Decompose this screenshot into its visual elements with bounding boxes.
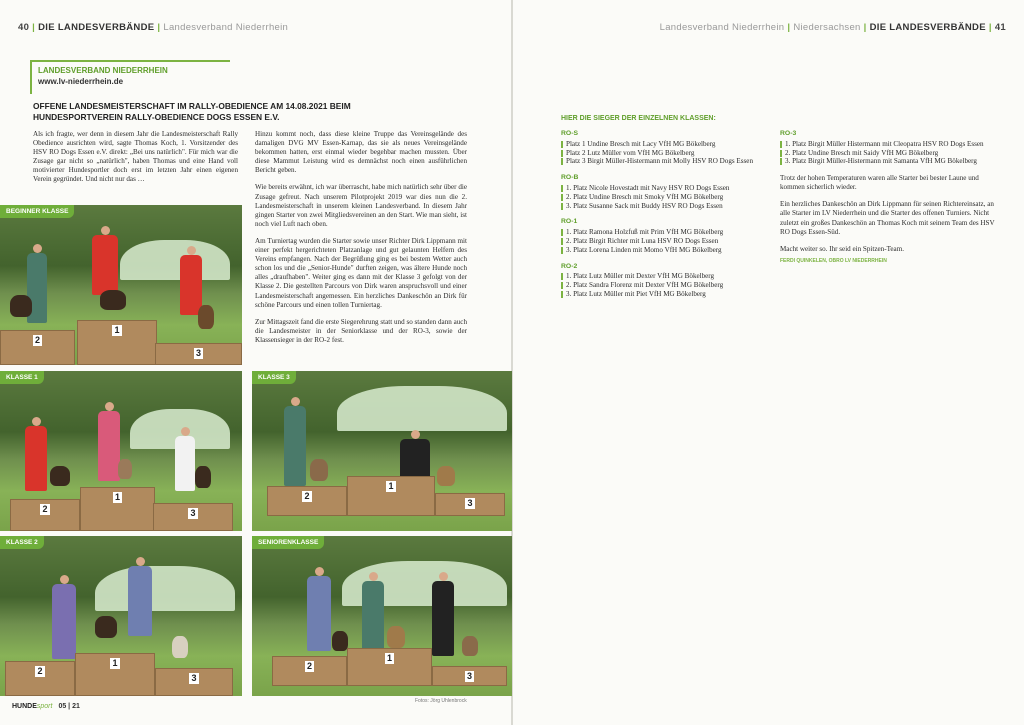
winner-class-block [780,130,1000,166]
podium-1 [75,653,155,696]
podium-3 [155,343,242,365]
photo-tag: KLASSE 2 [0,536,44,549]
person [52,584,76,659]
winner-entry: 3. Platz Lorena Linden mit Momo VfH MG Bökelberg [561,246,776,255]
photo-klasse-1 [0,371,242,531]
running-head-item: Niedersachsen [793,22,861,33]
person [362,581,384,651]
podium-label: 1 [114,325,120,335]
winner-entry: Platz 2 Lutz Müller vom VfH MG Bökelberg [561,149,776,158]
photo-klasse-2 [0,536,242,696]
podium-2 [272,656,347,686]
podium-1 [80,487,155,531]
page-number: 41 [994,22,1006,33]
podium-label: 3 [191,673,197,683]
winner-class-name: RO-3 [780,130,797,137]
podium-label: 3 [467,498,473,508]
photo-tag: KLASSE 1 [0,371,44,384]
winner-class-block [561,263,776,299]
winner-class-block [561,174,776,210]
tent [95,566,235,611]
footer-brand: HUNDE [12,703,37,710]
paragraph: Am Turniertag wurden die Starter sowie unser Richter Dirk Lippmann mit einer perfekt hergerichteten Platzanlage und gut gelaunten Helfern des Vereins empfangen. Nach der Begrüßung ging es bei bestem Wetter auch schon los und die „Senior-Hunde" durften zeigen, was ältere Hunde noch alles „draufhaben". Weiter ging es dann mit der Klasse 3 gefolgt von der Klasse 2. Die gestellten Parcours von Dirk waren anspruchsvoll und einer Landesmeisterschaft angemessen. Ein herzliches Dankeschön an Dirk für schöne Parcours und einen tollen Turniertag. [255,236,467,309]
photo-seniorenklasse [252,536,512,696]
winner-class-block [561,130,776,166]
headline-line-2: HUNDESPORTVEREIN RALLY-OBEDIENCE DOGS ESSEN E.V. [33,112,280,122]
org-box [30,60,230,94]
org-name: LANDESVERBAND NIEDERRHEIN [38,66,168,75]
winner-entry: 3. Platz Birgit Müller-Histermann mit Samanta VfH MG Bökelberg [780,157,1000,166]
winner-class-block [561,218,776,254]
closing-paragraph: Ein herzliches Dankeschön an Dirk Lippmann für seinen Richtereinsatz, an alle Starter im LV Niederrhein und die Starter des offenen Turniers. Nicht zuletzt ein großes Dankeschön an Thomas Koch mit seinem Team des HSV RO Dogs Essen-Süd. [780,200,995,236]
podium-label: 1 [112,658,118,668]
podium-label: 1 [388,481,394,491]
right-running-head: Landesverband Niederrhein | Niedersachsen | DIE LANDESVERBÄNDE | 41 [659,22,1006,33]
paragraph: Als ich fragte, wer denn in diesem Jahr die Landesmeisterschaft Rally Obedience ausrichten wird, sagte Thomas Koch, 1. Vorsitzender des HSV RO Dogs Essen e.V. direkt: „Bei uns natürlich". Für mich war die Zusage gar nicht so „natürlich", haben Thomas und eine Hand voll motivierter Hundesportler doch erst im letzten Jahr einen eigenen Verein gegründet. Und nicht nur das … [33,130,238,184]
tent [337,386,507,431]
podium-label: 3 [195,348,201,358]
podium-label: 2 [34,335,40,345]
footer-issue: 05 | 21 [58,703,80,710]
winner-entry: 1. Platz Birgit Müller Histermann mit Cleopatra HSV RO Dogs Essen [780,140,1000,149]
person [175,436,195,491]
tent [120,240,230,280]
winner-entry: 2. Platz Undine Bresch mit Smoky VfH MG Bökelberg [561,193,776,202]
person [180,255,202,315]
podium-label: 3 [190,508,196,518]
dog [118,459,132,479]
article-column-a [33,130,238,193]
article-headline [33,101,433,123]
dog [100,290,126,310]
winner-entry: 2. Platz Birgit Richter mit Luna HSV RO Dogs Essen [561,237,776,246]
dog [310,459,328,481]
dog [95,616,117,638]
person [432,581,454,656]
photo-credit: Fotos: Jörg Uhlenbrock [415,698,467,704]
footer-brand-suffix: sport [36,703,53,710]
winner-class-name: RO-2 [561,262,578,270]
dog [50,466,70,486]
right-page [513,0,1024,725]
dog [198,305,214,329]
article-column-b [255,130,467,353]
photo-tag: BEGINNER KLASSE [0,205,74,218]
left-page [0,0,511,725]
podium-label: 1 [386,653,392,663]
winner-class-name: RO-S [561,130,578,137]
podium-2 [267,486,347,516]
dog [462,636,478,656]
winner-entry: 3. Platz Susanne Sack mit Buddy HSV RO Dogs Essen [561,202,776,211]
paragraph: Zur Mittagszeit fand die erste Siegerehrung statt und so standen dann auch die Landesmeister in der Seniorklasse und der RO-3, sowie der Klassensieger in der RO-2 fest. [255,317,467,344]
dog [10,295,32,317]
closing-paragraph: Trotz der hohen Temperaturen waren alle Starter bei bester Laune und kommen sicherlich wieder. [780,174,979,192]
podium-label: 3 [466,671,472,681]
podium-2 [0,330,75,365]
podium-3 [153,503,233,531]
person [128,566,152,636]
winner-entry: 2. Platz Undine Bresch mit Saidy VfH MG Bökelberg [780,149,1000,158]
winner-entry: 3. Platz Lutz Müller mit Piet VfH MG Bökelberg [561,290,776,299]
magazine-footer [12,703,80,710]
person [98,411,120,481]
person [92,235,118,295]
article-author: FERDI QUINKELEN, OBRO LV NIEDERRHEIN [780,257,887,264]
closing-paragraph: Macht weiter so. Ihr seid ein Spitzen-Team. [780,244,904,253]
podium-3 [155,668,233,696]
winner-class-name: RO-1 [561,218,578,226]
podium-label: 1 [114,492,120,502]
podium-2 [10,499,80,531]
winner-entry: 2. Platz Sandra Florenz mit Dexter VfH MG Bökelberg [561,281,776,290]
dog [332,631,348,651]
page-number: 40 [18,22,30,33]
paragraph: Hinzu kommt noch, dass diese kleine Truppe das Vereinsgelände des damaligen DVG MV Essen-Karnap, das sie als neues Vereinsgelände bekommen hatten, erst einmal wieder begehbar machen mussten. Über diese Mammut Leistung wird es demnächst noch einen ausführlichen Bericht geben. [255,130,467,175]
podium-label: 2 [42,504,48,514]
person [307,576,331,651]
podium-1 [77,320,157,365]
podium-label: 2 [37,666,43,676]
section-title: DIE LANDESVERBÄNDE [38,22,155,33]
podium-label: 2 [304,491,310,501]
person [25,426,47,491]
dog [172,636,188,658]
winner-entry: Platz 1 Undine Bresch mit Lacy VfH MG Bökelberg [561,140,776,149]
winner-class-name: RO-B [561,174,579,182]
winners-column-1 [561,130,776,307]
podium-2 [5,661,75,696]
winner-entry: 1. Platz Lutz Müller mit Dexter VfH MG Bökelberg [561,272,776,281]
photo-tag: SENIORENKLASSE [252,536,324,549]
headline-line-1: OFFENE LANDESMEISTERSCHAFT IM RALLY-OBEDIENCE AM 14.08.2021 BEIM [33,101,351,111]
photo-klasse-3 [252,371,512,531]
podium-3 [435,493,505,516]
podium-1 [347,648,432,686]
photo-beginner-klasse [0,205,242,365]
podium-1 [347,476,435,516]
running-head-item: Landesverband Niederrhein [659,22,785,33]
paragraph: Wie bereits erwähnt, ich war überrascht, habe mich natürlich sehr über die Zusage gefreut. Nach unserem Pilotprojekt 2019 war dies nun die 2. Landesmeisterschaft in unserem kleinen Landesverband. In diesem Jahr gingen Starter von zwei Mitgliedsvereinen an den Start. Wie man sieht, ist noch viel Luft nach oben. [255,183,467,228]
left-running-head: 40 | DIE LANDESVERBÄNDE | Landesverband Niederrhein [18,22,289,33]
winners-classes [780,130,1000,166]
person [284,406,306,486]
winner-entry: 1. Platz Ramona Holzfuß mit Prim VfH MG Bökelberg [561,228,776,237]
winner-entry: Platz 3 Birgit Müller-Histermann mit Molly HSV RO Dogs Essen [561,157,776,166]
podium-label: 2 [306,661,312,671]
dog [195,466,211,488]
subsection-title: Landesverband Niederrhein [163,22,289,33]
winner-entry: 1. Platz Nicole Hovestadt mit Navy HSV RO Dogs Essen [561,184,776,193]
org-url-link[interactable]: www.lv-niederrhein.de [38,77,124,86]
winners-column-2 [780,130,1000,266]
podium-3 [432,666,507,686]
section-title: DIE LANDESVERBÄNDE [869,22,986,33]
dog [437,466,455,486]
winners-heading: HIER DIE SIEGER DER EINZELNEN KLASSEN: [561,115,716,122]
dog [387,626,405,648]
photo-tag: KLASSE 3 [252,371,296,384]
